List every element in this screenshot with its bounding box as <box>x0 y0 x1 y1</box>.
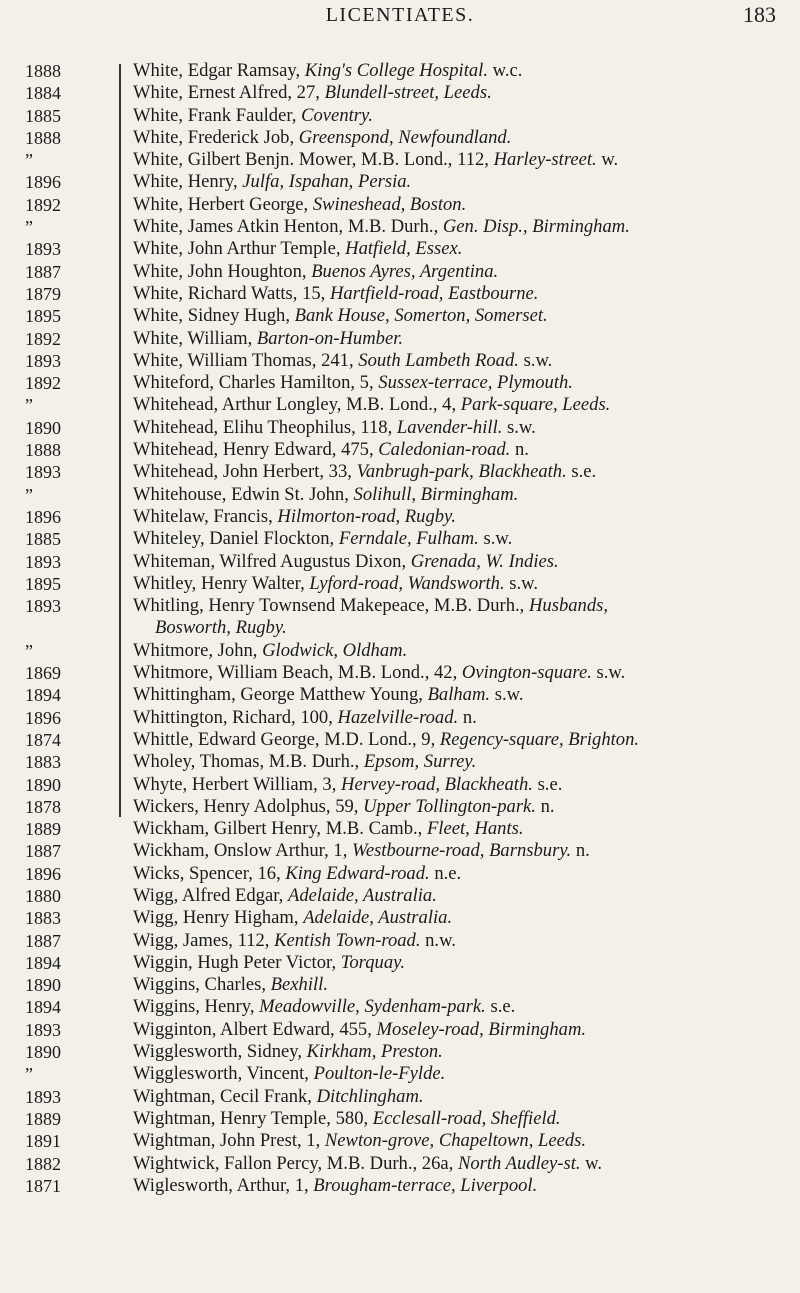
list-item <box>0 818 800 840</box>
registration-year: 1896 <box>25 172 61 193</box>
entry-address: Harley-street. <box>493 149 597 171</box>
entry-text <box>133 417 793 439</box>
registration-year: 1893 <box>25 462 61 483</box>
entry-district: n. <box>510 439 529 461</box>
entry-district: n. <box>458 706 477 728</box>
entry-address: Barton-on-Humber. <box>256 327 404 349</box>
entry-text <box>133 283 793 305</box>
registration-year: 1880 <box>25 885 61 906</box>
entry-district: s.w. <box>504 572 539 594</box>
entry-name: Wigg, James, 112, <box>133 929 275 951</box>
registration-year: 1883 <box>25 908 61 929</box>
entry-text <box>133 1063 793 1085</box>
entry-text <box>155 617 800 639</box>
entry-text <box>133 1041 793 1063</box>
entry-address: Moseley-road, Birmingham. <box>376 1018 587 1040</box>
entry-text <box>133 1108 793 1130</box>
entry-text <box>133 127 793 149</box>
registration-year: 1893 <box>25 596 61 617</box>
entry-name: White, John Houghton, <box>133 260 312 282</box>
entry-name: Whitmore, John, <box>133 639 263 661</box>
entry-district: n. <box>571 840 590 862</box>
entry-name: White, John Arthur Temple, <box>133 238 346 260</box>
entry-text <box>133 439 793 461</box>
entry-name: Wigglesworth, Vincent, <box>133 1063 314 1085</box>
entry-text <box>133 1175 793 1197</box>
entry-name: Wickham, Gilbert Henry, M.B. Camb., <box>133 818 427 840</box>
entry-address: Coventry. <box>301 104 373 126</box>
list-item <box>0 640 800 662</box>
entry-district: n.w. <box>420 929 456 951</box>
entry-address: Lavender-hill. <box>396 416 503 438</box>
registration-year: 1895 <box>25 573 61 594</box>
entry-district: s.w. <box>518 349 553 371</box>
entry-text <box>133 194 793 216</box>
entry-address: Ditchlingham. <box>316 1085 424 1107</box>
entry-name: Whitelaw, Francis, <box>133 505 278 527</box>
entry-address: South Lambeth Road. <box>358 349 519 371</box>
list-item <box>0 684 800 706</box>
entry-address: Hatfield, Essex. <box>345 238 463 260</box>
entry-district: w. <box>596 149 619 171</box>
entry-name: Wicks, Spencer, 16, <box>133 862 286 884</box>
list-item <box>0 127 800 149</box>
registration-year: ” <box>25 640 33 661</box>
registration-year: 1893 <box>25 239 61 260</box>
entry-name: Wigginton, Albert Edward, 455, <box>133 1018 377 1040</box>
entry-text <box>133 216 793 238</box>
entry-address: Caledonian-road. <box>378 439 511 461</box>
entry-name: White, Henry, <box>133 171 243 193</box>
entry-name: Wigglesworth, Sidney, <box>133 1041 307 1063</box>
list-item <box>0 1175 800 1197</box>
entry-address: Park-square, Leeds. <box>460 394 611 416</box>
entry-name: Whittingham, George Matthew Young, <box>133 684 428 706</box>
page-number: 183 <box>743 2 776 27</box>
entry-district: s.w. <box>591 662 626 684</box>
page-header <box>0 0 800 40</box>
list-item <box>0 283 800 305</box>
entry-name: Whittle, Edward George, M.D. Lond., 9, <box>133 728 440 750</box>
registration-year: 1891 <box>25 1131 61 1152</box>
registration-year: 1893 <box>25 551 61 572</box>
list-item <box>0 506 800 528</box>
entry-address: Julfa, Ispahan, Persia. <box>242 171 412 193</box>
entry-name: Wiggins, Charles, <box>133 974 271 996</box>
entry-text <box>133 930 793 952</box>
list-item <box>0 1019 800 1041</box>
list-item <box>0 863 800 885</box>
list-item <box>0 1063 800 1085</box>
list-item <box>0 328 800 350</box>
entry-text <box>133 528 793 550</box>
entry-address: Bank House, Somerton, Somerset. <box>294 305 548 327</box>
list-item <box>0 573 800 595</box>
entry-text <box>133 149 793 171</box>
list-item <box>0 461 800 483</box>
list-item <box>0 662 800 684</box>
running-title: LICENTIATES. <box>325 4 475 26</box>
entry-address: Ovington-square. <box>461 662 592 684</box>
entry-name: Wiggins, Henry, <box>133 996 260 1018</box>
entry-address: Bexhill. <box>270 974 328 996</box>
entry-name: White, Edgar Ramsay, <box>133 60 305 81</box>
list-item <box>0 394 800 416</box>
entry-text <box>133 662 793 684</box>
entry-district: n. <box>535 795 555 817</box>
entry-address: Blundell-street, Leeds. <box>324 82 492 104</box>
entry-name: Whitehead, Henry Edward, 475, <box>133 439 379 461</box>
entry-text <box>133 1086 793 1108</box>
registration-year: ” <box>25 1064 33 1085</box>
entry-text <box>133 171 793 193</box>
entry-text <box>133 484 793 506</box>
list-item <box>0 171 800 193</box>
entry-address: Bosworth, Rugby. <box>155 617 287 639</box>
entry-name: Wightman, Cecil Frank, <box>133 1085 317 1107</box>
entry-address: Hilmorton-road, Rugby. <box>277 505 456 527</box>
entry-name: White, William Thomas, 241, <box>133 349 359 371</box>
entry-name: White, Herbert George, <box>133 193 313 215</box>
entry-name: Wiggin, Hugh Peter Victor, <box>133 951 341 973</box>
registration-year: 1894 <box>25 952 61 973</box>
list-item <box>0 305 800 327</box>
list-item <box>0 707 800 729</box>
registration-year: 1894 <box>25 685 61 706</box>
entry-name: Wiglesworth, Arthur, 1, <box>133 1174 314 1196</box>
entry-address: Lyford-road, Wandsworth. <box>309 572 505 594</box>
entry-address: Brougham-terrace, Liverpool. <box>313 1174 538 1196</box>
registration-year: 1892 <box>25 373 61 394</box>
entry-text <box>133 305 793 327</box>
list-item <box>0 751 800 773</box>
registration-year: 1887 <box>25 930 61 951</box>
entry-text <box>133 684 793 706</box>
entry-name: Whittington, Richard, 100, <box>133 706 338 728</box>
entry-text <box>133 238 793 260</box>
entry-name: Wholey, Thomas, M.B. Durh., <box>133 751 364 773</box>
registration-year: 1896 <box>25 707 61 728</box>
registration-year: 1893 <box>25 1086 61 1107</box>
registration-year: 1887 <box>25 261 61 282</box>
entry-district: w. <box>580 1152 603 1174</box>
registration-year: 1890 <box>25 417 61 438</box>
entry-text <box>133 640 793 662</box>
registration-year: ” <box>25 217 33 238</box>
registration-year: 1896 <box>25 863 61 884</box>
entry-district: s.w. <box>478 528 513 550</box>
entry-text <box>133 595 793 617</box>
registration-year: 1888 <box>25 127 61 148</box>
entry-text <box>133 952 793 974</box>
entry-address: Vanbrugh-park, Blackheath. <box>356 461 567 483</box>
entry-address: Sussex-terrace, Plymouth. <box>378 372 573 394</box>
entry-address: Hervey-road, Blackheath. <box>341 773 533 795</box>
entry-name: White, Richard Watts, 15, <box>133 282 330 304</box>
entry-text <box>133 573 793 595</box>
entry-address: Hazelville-road. <box>337 706 459 728</box>
entry-text <box>133 82 793 104</box>
list-item <box>0 885 800 907</box>
entry-address: Adelaide, Australia. <box>303 907 453 929</box>
entry-name: Wightman, John Prest, 1, <box>133 1130 325 1152</box>
registration-year: ” <box>25 150 33 171</box>
registration-year: 1893 <box>25 350 61 371</box>
entry-name: Whitehead, Elihu Theophilus, 118, <box>133 416 397 438</box>
list-item <box>0 528 800 550</box>
registration-year: 1882 <box>25 1153 61 1174</box>
entry-text <box>133 840 793 862</box>
registration-year: 1892 <box>25 194 61 215</box>
entry-text <box>133 818 793 840</box>
entry-text <box>133 394 793 416</box>
entry-text <box>133 372 793 394</box>
list-item <box>0 974 800 996</box>
entry-text <box>133 1019 793 1041</box>
entry-address: Epsom, Surrey. <box>363 751 477 773</box>
list-item <box>0 238 800 260</box>
list-item <box>0 774 800 796</box>
entry-name: Whitling, Henry Townsend Makepeace, M.B. Durh., <box>133 595 529 617</box>
entry-name: White, Frank Faulder, <box>133 104 302 126</box>
list-item <box>0 996 800 1018</box>
entry-text <box>133 105 793 127</box>
list-item <box>0 1130 800 1152</box>
entry-address: Hartfield-road, Eastbourne. <box>329 282 539 304</box>
entry-text <box>133 506 793 528</box>
list-item <box>0 60 800 82</box>
entry-address: Balham. <box>427 684 491 706</box>
entry-text <box>133 328 793 350</box>
entry-address: Ecclesall-road, Sheffield. <box>372 1107 561 1129</box>
registration-year: 1894 <box>25 997 61 1018</box>
entry-text <box>133 751 793 773</box>
list-item <box>0 372 800 394</box>
entry-text <box>133 1130 793 1152</box>
registration-year: 1888 <box>25 440 61 461</box>
entry-name: Whitmore, William Beach, M.B. Lond., 42, <box>133 662 462 684</box>
list-item <box>0 350 800 372</box>
entry-text <box>133 796 793 818</box>
licentiates-list <box>0 60 800 1197</box>
registration-year: 1887 <box>25 841 61 862</box>
entry-name: Wightwick, Fallon Percy, M.B. Durh., 26a, <box>133 1152 458 1174</box>
entry-name: Wigg, Henry Higham, <box>133 907 304 929</box>
entry-text <box>133 551 793 573</box>
entry-address: Buenos Ayres, Argentina. <box>311 260 499 282</box>
list-item <box>0 907 800 929</box>
entry-address: North Audley-st. <box>457 1152 581 1174</box>
entry-text <box>133 461 793 483</box>
entry-name: Wightman, Henry Temple, 580, <box>133 1107 373 1129</box>
entry-district: w.c. <box>487 60 523 81</box>
entry-name: Wickham, Onslow Arthur, 1, <box>133 840 353 862</box>
list-item <box>0 617 800 639</box>
list-item <box>0 595 800 617</box>
entry-name: Whyte, Herbert William, 3, <box>133 773 342 795</box>
list-item <box>0 796 800 818</box>
entry-address: Newton-grove, Chapeltown, Leeds. <box>324 1130 587 1152</box>
registration-year: 1885 <box>25 529 61 550</box>
list-item <box>0 216 800 238</box>
registration-year: 1874 <box>25 729 61 750</box>
registration-year: 1892 <box>25 328 61 349</box>
registration-year: 1890 <box>25 1042 61 1063</box>
entry-name: Whiteford, Charles Hamilton, 5, <box>133 372 379 394</box>
entry-text <box>133 863 793 885</box>
entry-name: Wigg, Alfred Edgar, <box>133 884 288 906</box>
entry-address: Kirkham, Preston. <box>306 1041 443 1063</box>
list-item <box>0 930 800 952</box>
entry-address: Swineshead, Boston. <box>312 193 467 215</box>
registration-year: 1890 <box>25 975 61 996</box>
list-item <box>0 105 800 127</box>
registration-year: 1885 <box>25 105 61 126</box>
entry-text <box>133 729 793 751</box>
list-item <box>0 551 800 573</box>
entry-address: Adelaide, Australia. <box>287 884 437 906</box>
entry-address: Meadowville, Sydenham-park. <box>259 996 486 1018</box>
list-item <box>0 149 800 171</box>
list-item <box>0 952 800 974</box>
registration-year: 1889 <box>25 1108 61 1129</box>
registration-year: 1896 <box>25 506 61 527</box>
entry-district: s.e. <box>485 996 516 1018</box>
entry-text <box>133 996 793 1018</box>
entry-district: s.w. <box>502 416 536 438</box>
entry-name: Whitehouse, Edwin St. John, <box>133 483 354 505</box>
list-item <box>0 1041 800 1063</box>
registration-year: 1895 <box>25 306 61 327</box>
entry-text <box>133 907 793 929</box>
registration-year: 1879 <box>25 283 61 304</box>
entry-name: Whitehead, John Herbert, 33, <box>133 461 357 483</box>
registration-year: 1893 <box>25 1019 61 1040</box>
list-item <box>0 261 800 283</box>
registration-year: 1888 <box>25 61 61 81</box>
entry-district: s.e. <box>532 773 563 795</box>
entry-name: Wickers, Henry Adolphus, 59, <box>133 795 364 817</box>
entry-name: White, Ernest Alfred, 27, <box>133 82 325 104</box>
entry-name: White, Sidney Hugh, <box>133 305 295 327</box>
entry-address: Grenada, W. Indies. <box>410 550 559 572</box>
list-item <box>0 729 800 751</box>
entry-address: Torquay. <box>340 951 405 973</box>
registration-year: ” <box>25 395 33 416</box>
entry-address: Kentish Town-road. <box>274 929 421 951</box>
list-item <box>0 1108 800 1130</box>
entry-address: Fleet, Hants. <box>426 818 524 840</box>
entry-text <box>133 1153 793 1175</box>
registration-year: 1889 <box>25 819 61 840</box>
entry-address: Greenspond, Newfoundland. <box>298 126 512 148</box>
entry-name: Whitley, Henry Walter, <box>133 572 310 594</box>
entry-district: n.e. <box>429 862 462 884</box>
entry-name: White, Frederick Job, <box>133 126 299 148</box>
entry-district: s.e. <box>566 461 597 483</box>
entry-address: Solihull, Birmingham. <box>353 483 519 505</box>
entry-name: Whitehead, Arthur Longley, M.B. Lond., 4, <box>133 394 461 416</box>
entry-address: Upper Tollington-park. <box>363 795 536 817</box>
entry-address: King Edward-road. <box>285 862 430 884</box>
list-item <box>0 840 800 862</box>
entry-text <box>133 707 793 729</box>
list-item <box>0 194 800 216</box>
entry-address: King's College Hospital. <box>304 60 488 81</box>
registration-year: 1884 <box>25 83 61 104</box>
entry-text <box>133 60 793 82</box>
registration-year: ” <box>25 484 33 505</box>
entry-address: Gen. Disp., Birmingham. <box>442 216 630 238</box>
entry-district: s.w. <box>490 684 524 706</box>
entry-address: Husbands, <box>528 595 609 617</box>
entry-address: Regency-square, Brighton. <box>439 728 640 750</box>
list-item <box>0 1153 800 1175</box>
list-item <box>0 439 800 461</box>
entry-address: Ferndale, Fulham. <box>338 528 479 550</box>
registration-year: 1878 <box>25 796 61 817</box>
list-item <box>0 417 800 439</box>
entry-text <box>133 885 793 907</box>
entry-name: White, Gilbert Benjn. Mower, M.B. Lond., 112, <box>133 149 494 171</box>
list-item <box>0 1086 800 1108</box>
registration-year: 1883 <box>25 752 61 773</box>
entry-name: White, James Atkin Henton, M.B. Durh., <box>133 216 443 238</box>
registration-year: 1869 <box>25 663 61 684</box>
entry-text <box>133 261 793 283</box>
entry-address: Westbourne-road, Barnsbury. <box>352 840 572 862</box>
registration-year: 1890 <box>25 774 61 795</box>
entry-text <box>133 774 793 796</box>
entry-address: Glodwick, Oldham. <box>262 639 408 661</box>
entry-name: Whiteman, Wilfred Augustus Dixon, <box>133 550 411 572</box>
entry-name: White, William, <box>133 327 257 349</box>
entry-address: Poulton-le-Fylde. <box>313 1063 446 1085</box>
entry-name: Whiteley, Daniel Flockton, <box>133 528 339 550</box>
list-item <box>0 484 800 506</box>
registration-year: 1871 <box>25 1175 61 1196</box>
entry-text <box>133 974 793 996</box>
entry-text <box>133 350 793 372</box>
list-item <box>0 82 800 104</box>
